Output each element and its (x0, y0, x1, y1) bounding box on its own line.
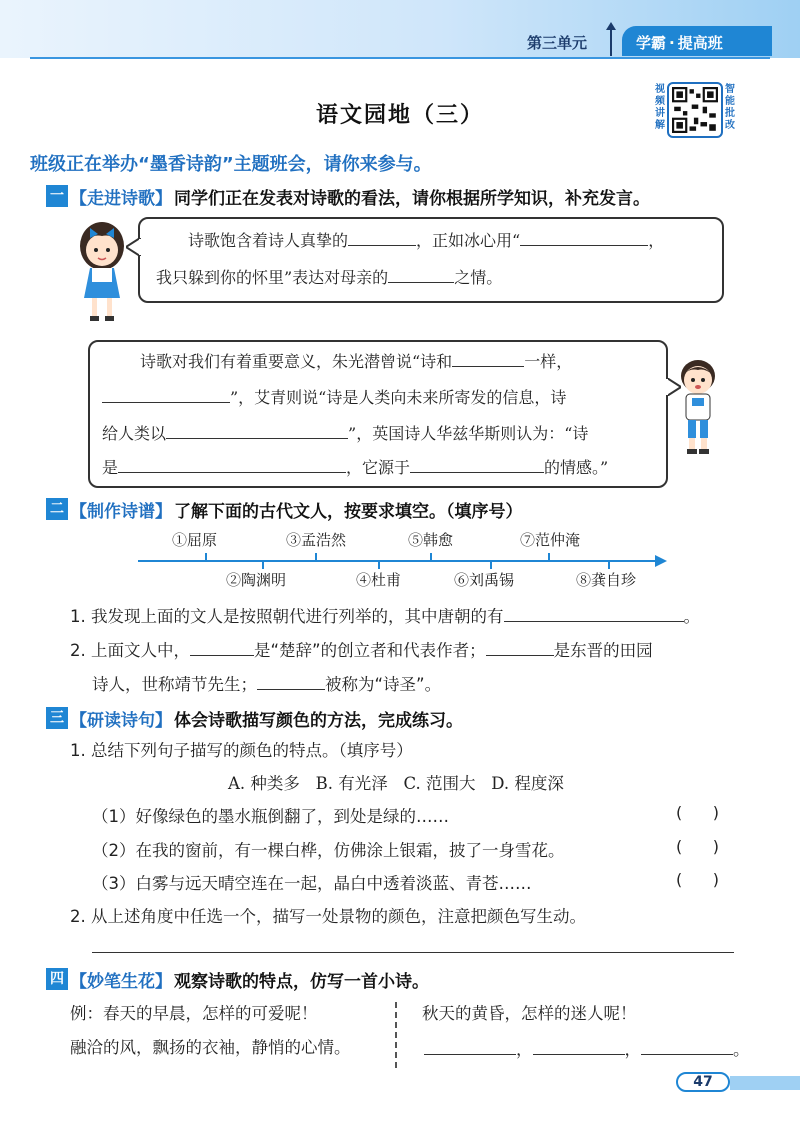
blank-feeling[interactable] (388, 265, 454, 283)
section-2-tag: 【制作诗谱】 (70, 501, 172, 522)
timeline-tick (490, 561, 492, 569)
blank-poem-2[interactable] (533, 1037, 625, 1055)
s4-divider (395, 1002, 397, 1068)
section-3-tag: 【研读诗句】 (70, 710, 172, 731)
qr-right-label: 智能批改 (725, 84, 735, 131)
s2-q1-end: 。 (683, 607, 700, 626)
bubble-2-line-3 (102, 416, 588, 452)
s4-example-line-2: 融洽的风，飘扬的衣袖，静悄的心情。 (70, 1038, 351, 1057)
brand-tag (622, 26, 772, 56)
s4-comma-1: ， (516, 1040, 533, 1059)
page-number: 47 (676, 1072, 730, 1092)
section-1-number: 一 (46, 185, 68, 207)
arrow-up-icon (606, 22, 616, 56)
s2-q2-text-c: 是东晋的田园 (553, 641, 653, 660)
s2-q2-text-d: 诗人，世称靖节先生； (92, 675, 257, 694)
s2-question-2-cont (92, 671, 441, 695)
header-rule (30, 57, 770, 59)
timeline-axis (138, 560, 658, 562)
bubble-2-line-4 (102, 450, 608, 486)
bubble-2-text-g: ，它源于 (346, 458, 411, 477)
section-1-tag: 【走进诗歌】 (70, 188, 172, 209)
section-3-number: 三 (46, 707, 68, 729)
page-title: 语文园地（三） (315, 103, 484, 128)
s2-q2-text-e: 被称为“诗圣”。 (325, 675, 442, 694)
section-3-text: 体会诗歌描写颜色的方法，完成练习。 (174, 710, 463, 731)
blank-ai-qing[interactable] (166, 421, 348, 439)
s4-answer-line (424, 1036, 750, 1060)
bubble-1-text-d: 我只躲到你的怀里”表达对母亲的 (156, 268, 389, 287)
blank-chuci-author[interactable] (190, 638, 254, 656)
bubble-2-text-h: 的情感。” (544, 458, 609, 477)
timeline-item-4: ④杜甫 (356, 571, 402, 589)
timeline-tick (205, 553, 207, 561)
section-2-number: 二 (46, 498, 68, 520)
s3-question-2: 2. 从上述角度中任选一个，描写一处景物的颜色，注意把颜色写生动。 (70, 907, 586, 926)
s2-q2-text-a: 2. 上面文人中， (70, 641, 190, 660)
timeline-tick (315, 553, 317, 561)
qr-block[interactable] (655, 82, 735, 144)
timeline-item-1: ①屈原 (172, 531, 218, 549)
section-2-text: 了解下面的古代文人，按要求填空。（填序号） (174, 501, 523, 522)
blank-zhu-quote[interactable] (102, 385, 230, 403)
timeline-item-6: ⑥刘禹锡 (454, 571, 515, 589)
bubble-2-text-c: ”，艾青则说“诗是人类向未来所寄发的信息，诗 (230, 388, 567, 407)
s3-item-3: （3）白雾与远天晴空连在一起，晶白中透着淡蓝、青苍…… (92, 874, 532, 893)
s3-answer-2[interactable]: ( ) (676, 837, 719, 856)
blank-tang-poets[interactable] (504, 604, 684, 622)
qr-pattern (672, 87, 718, 133)
bubble-1-text-c: ， (648, 231, 665, 250)
timeline-item-5: ⑤韩愈 (408, 531, 454, 549)
blank-dongjin-poet[interactable] (486, 638, 554, 656)
blank-poem-1[interactable] (424, 1037, 516, 1055)
page-number-band (730, 1076, 800, 1090)
timeline-item-2: ②陶渊明 (226, 571, 287, 589)
section-4-heading (46, 966, 429, 992)
section-1-heading (46, 183, 650, 209)
s2-question-1 (70, 603, 700, 627)
bubble-2-text-a: 诗歌对我们有着重要意义，朱光潜曾说“诗和 (140, 352, 453, 371)
s4-comma-2: ， (624, 1040, 641, 1059)
s3-answer-3[interactable]: ( ) (676, 870, 719, 889)
unit-label: 第三单元 (527, 34, 588, 52)
timeline-tick (608, 561, 610, 569)
s4-prompt-line: 秋天的黄昏，怎样的迷人呢！ (422, 1004, 637, 1023)
bubble-2-text-d: 给人类以 (102, 424, 167, 443)
bubble-1-text-e: 之情。 (454, 268, 503, 287)
brand-right: 提高班 (677, 34, 723, 52)
bubble-1-line-2 (156, 260, 502, 296)
blank-quote[interactable] (520, 228, 648, 246)
timeline-item-8: ⑧龚自珍 (576, 571, 637, 589)
brand-left: 学霸 (636, 34, 667, 52)
s3-question-1: 1. 总结下列句子描写的颜色的特点。（填序号） (70, 741, 413, 760)
blank-wordsworth-2[interactable] (410, 455, 544, 473)
bubble-1-text-a: 诗歌饱含着诗人真挚的 (188, 231, 349, 250)
blank-poetry-like[interactable] (452, 349, 524, 367)
section-4-text: 观察诗歌的特点，仿写一首小诗。 (174, 971, 429, 992)
girl-illustration-icon (76, 218, 128, 322)
timeline-item-7: ⑦范仲淹 (520, 531, 581, 549)
s2-q2-text-b: 是“楚辞”的创立者和代表作者； (254, 641, 486, 660)
bubble-1-text-b: ，正如冰心用“ (416, 231, 521, 250)
qr-code-icon[interactable] (667, 82, 723, 138)
blank-emotion[interactable] (348, 228, 416, 246)
bubble-2-text-b: 一样， (524, 352, 573, 371)
timeline-tick (430, 553, 432, 561)
bubble-2-text-f: 是 (102, 458, 119, 477)
s2-q1-text: 1. 我发现上面的文人是按照朝代进行列举的，其中唐朝的有 (70, 607, 504, 626)
s3-item-2: （2）在我的窗前，有一棵白桦，仿佛涂上银霜，披了一身雪花。 (92, 841, 565, 860)
boy-illustration-icon (676, 356, 720, 456)
bubble-2-line-1 (140, 344, 572, 380)
section-4-tag: 【妙笔生花】 (70, 971, 172, 992)
qr-left-label: 视频讲解 (655, 84, 665, 131)
s3-writing-line[interactable] (92, 952, 734, 953)
s2-question-2 (70, 637, 653, 661)
intro-text: 班级正在举办“墨香诗韵”主题班会，请你来参与。 (30, 154, 432, 175)
timeline-tick (548, 553, 550, 561)
blank-wordsworth-1[interactable] (118, 455, 346, 473)
timeline-arrow-icon (655, 555, 667, 567)
timeline-tick (378, 561, 380, 569)
s4-end: 。 (733, 1040, 750, 1059)
section-3-heading (46, 705, 463, 731)
s4-example-line-1: 例：春天的早晨，怎样的可爱呢！ (70, 1004, 318, 1023)
timeline-tick (262, 561, 264, 569)
s3-answer-1[interactable]: ( ) (676, 803, 719, 822)
section-1-text: 同学们正在发表对诗歌的看法，请你根据所学知识，补充发言。 (174, 188, 650, 209)
s3-options: A. 种类多 B. 有光泽 C. 范围大 D. 程度深 (228, 774, 564, 793)
blank-poem-3[interactable] (641, 1037, 733, 1055)
bubble-2-text-e: ”，英国诗人华兹华斯则认为：“诗 (348, 424, 589, 443)
section-2-heading (46, 496, 523, 522)
blank-poet-sage[interactable] (257, 672, 325, 690)
bubble-1-line-1 (188, 223, 664, 259)
section-4-number: 四 (46, 968, 68, 990)
s3-item-1: （1）好像绿色的墨水瓶倒翻了，到处是绿的…… (92, 807, 449, 826)
bubble-2-line-2 (102, 380, 566, 416)
brand-separator: · (669, 34, 675, 52)
bubble-1-pointer (126, 238, 142, 256)
timeline-item-3: ③孟浩然 (286, 531, 347, 549)
